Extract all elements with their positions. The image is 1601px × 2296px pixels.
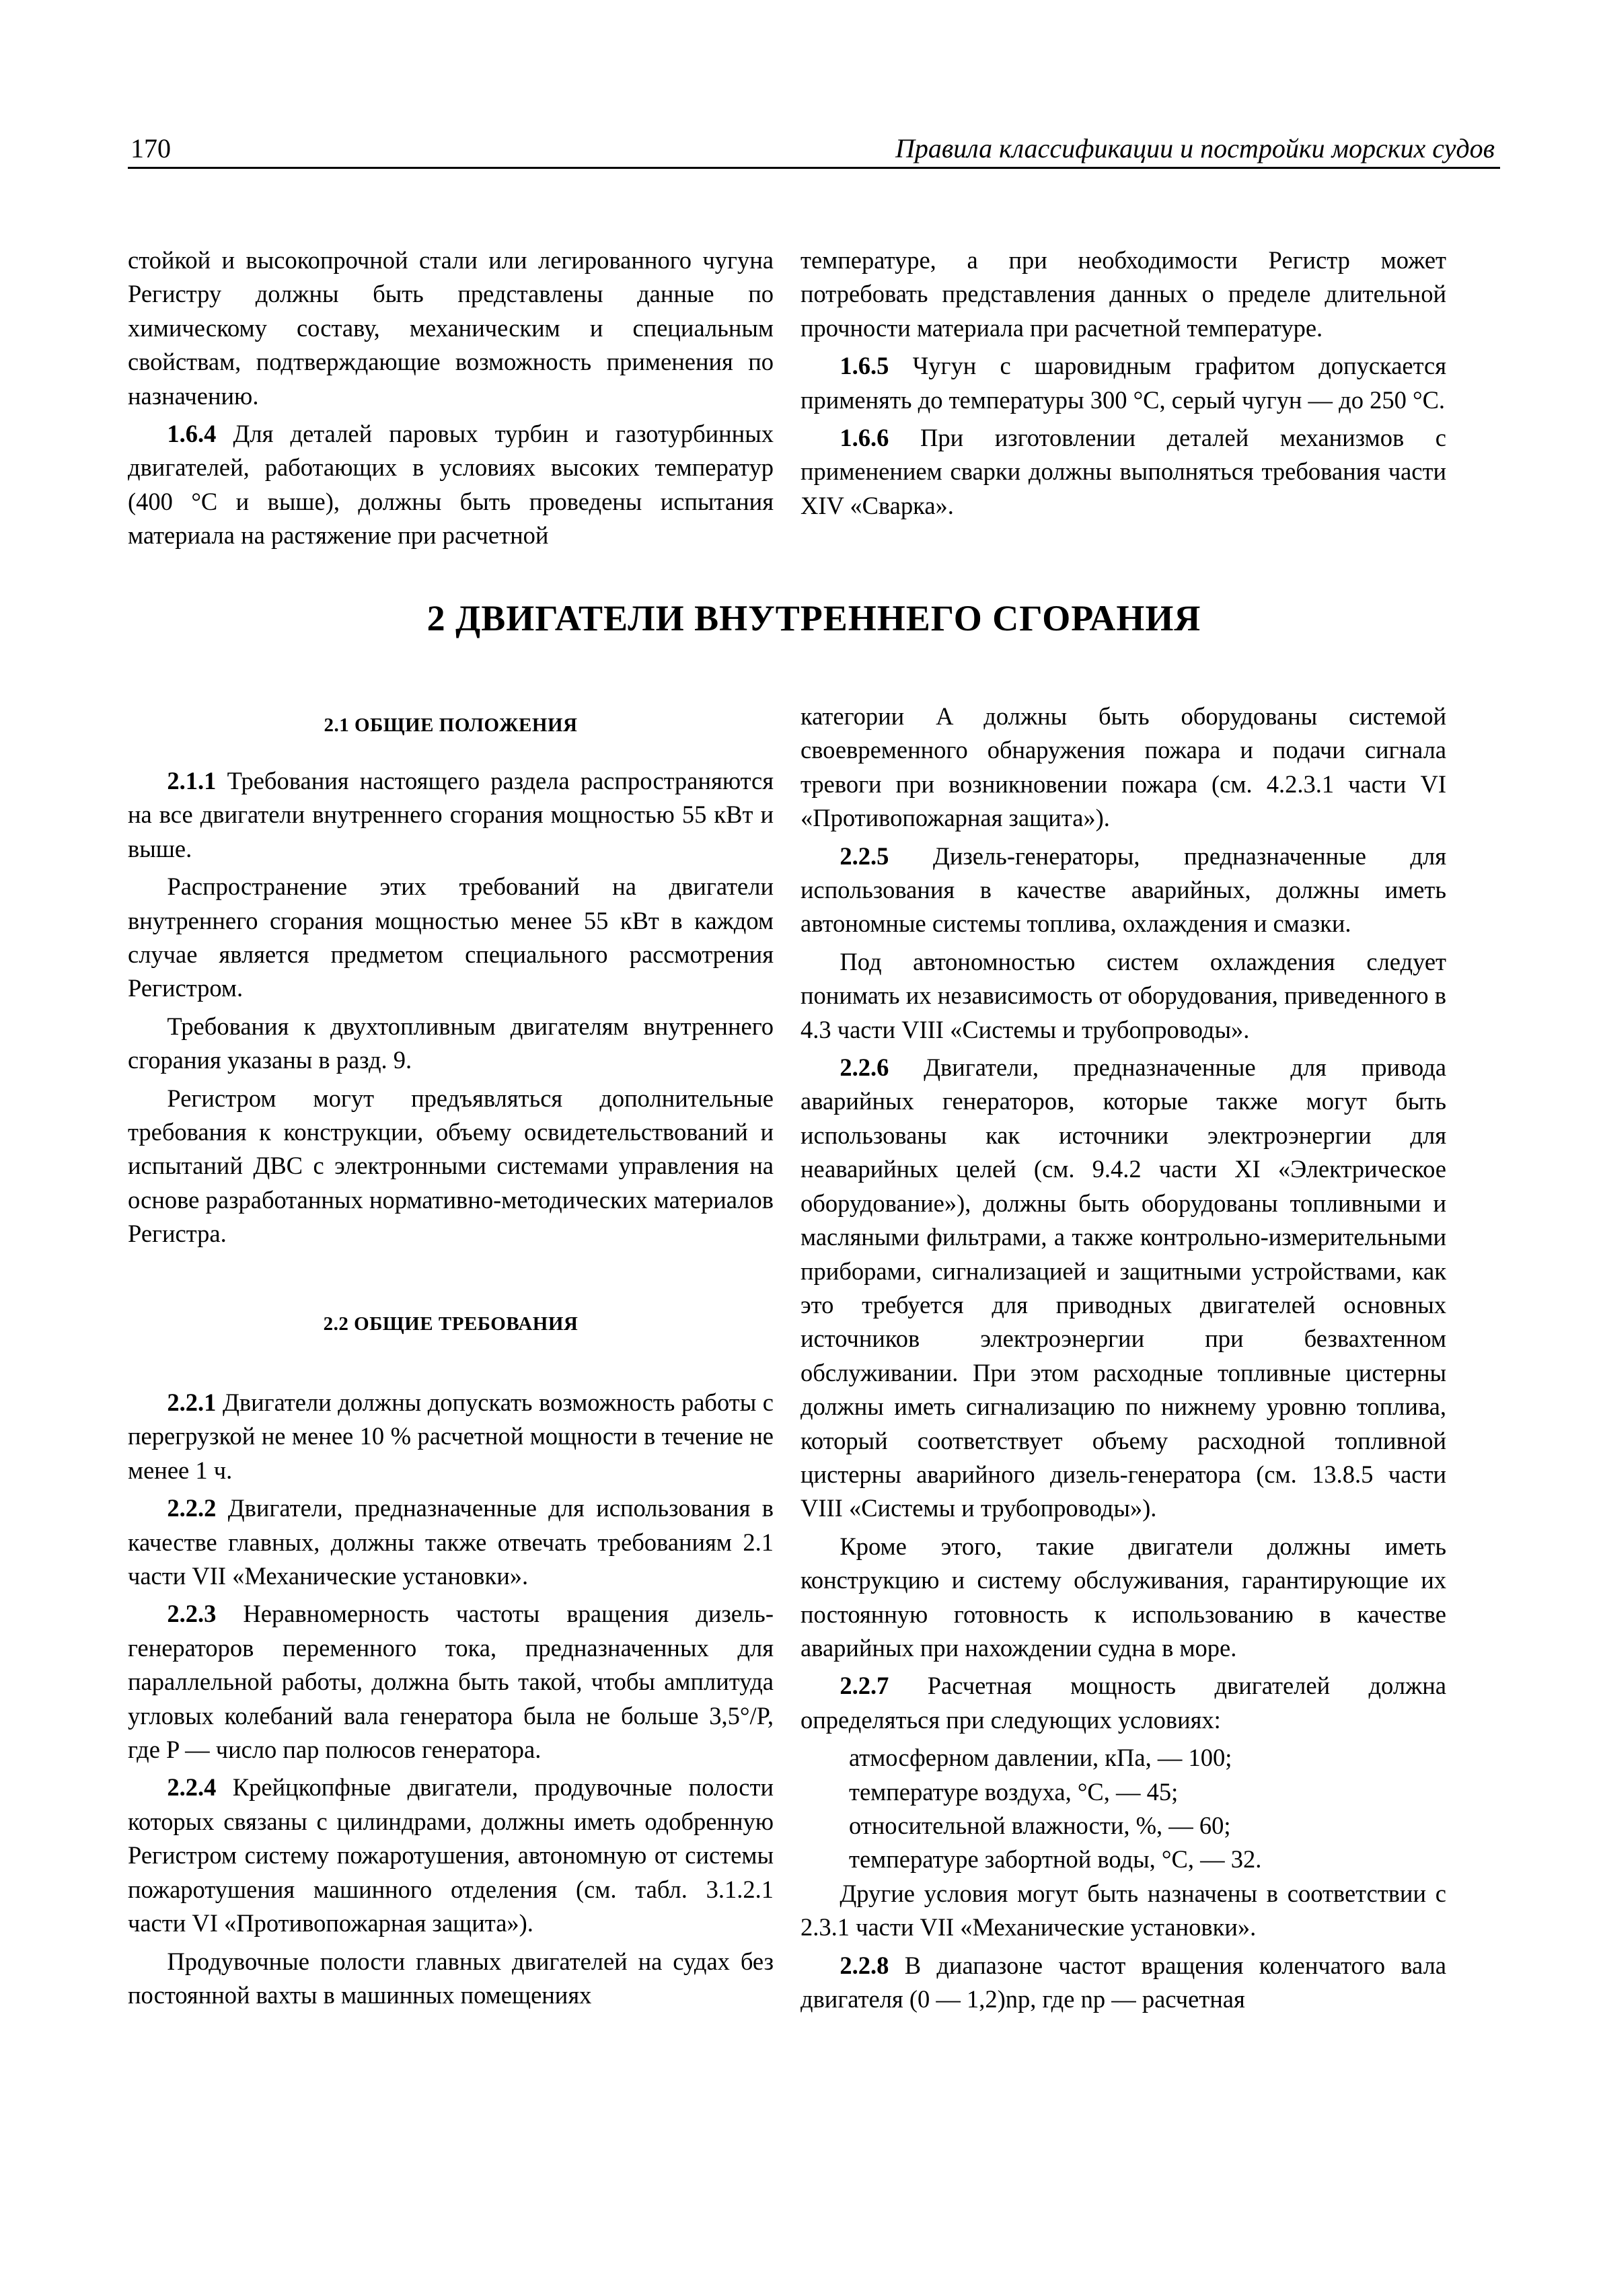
condition-item: температуре воздуха, °С, — 45; [849,1777,1179,1806]
paragraph-2-2-1 [128,1386,774,1487]
clause-text: Крейцкопфные двигатели, продувочные полости которых связаны с цилиндрами, должны иметь одобренную Регистром систему пожаротушения, автономную от системы пожаротушения машинного отделения (см. табл. 3.1.2.1 части VI «Противопожарная защита»). [128,1773,774,1937]
paragraph-2-2-2 [128,1491,774,1593]
clause-number: 2.2.1 [167,1388,217,1416]
paragraph-2-2-6 [801,1051,1446,1526]
clause-number: 1.6.6 [840,424,889,452]
clause-number: 2.2.5 [840,842,889,870]
running-title: Правила классификации и постройки морских судов [895,133,1495,163]
paragraph-1-6-4 [128,417,774,553]
clause-text: При изготовлении деталей механизмов с применением сварки должны выполняться требования части XIV «Сварка». [801,424,1446,519]
clause-number: 2.2.2 [167,1494,217,1522]
paragraph: Кроме этого, такие двигатели должны иметь конструкцию и систему обслуживания, гарантирующие их постоянную готовность к использованию в качестве аварийных при нахождении судна в море. [801,1532,1446,1662]
paragraph: Под автономностью систем охлаждения следует понимать их независимость от оборудования, приведенного в 4.3 части VIII «Системы и трубопроводы». [801,947,1446,1043]
top-left-column [128,244,774,557]
condition-item: относительной влажности, %, — 60; [849,1812,1231,1839]
clause-number: 2.1.1 [167,767,217,794]
clause-number: 2.2.6 [840,1053,889,1082]
clause-text: Двигатели, предназначенные для привода аварийных генераторов, которые также могут быть использованы как источники электроэнергии для неаварийных целей (см. 9.4.2 части XI «Электрическое оборудование»), должны быть оборудованы топливными и масляными фильтрами, а также контрольно-измерительными приборами, сигнализацией и защитными устройствами, как это требуется для приводных двигателей основных источников электроэнергии при безвахтенном обслуживании. При этом расходные топливные цистерны должны иметь сигнализацию по нижнему уровню топлива, который соответствует объему расходной топливной цистерны аварийного дизель-генератора (см. 13.8.5 части VIII «Системы и трубопроводы»). [801,1053,1446,1522]
clause-number: 2.2.8 [840,1951,889,1979]
paragraph: Другие условия могут быть назначены в соответствии с 2.3.1 части VII «Механические установки». [801,1879,1446,1941]
condition-item: атмосферном давлении, кПа, — 100; [849,1744,1232,1772]
clause-text: Требования настоящего раздела распространяются на все двигатели внутреннего сгорания мощностью 55 кВт и выше. [128,767,774,862]
clause-text: В диапазоне частот вращения коленчатого вала двигателя (0 — 1,2)nр, где nр — расчетная [801,1951,1446,2013]
page-header [128,126,1500,169]
paragraph: температуре, а при необходимости Регистр может потребовать представления данных о пределе длительной прочности материала при расчетной температуре. [801,246,1446,342]
section-title-2-1: 2.1 ОБЩИЕ ПОЛОЖЕНИЯ [324,714,578,736]
clause-number: 2.2.7 [840,1672,889,1700]
paragraph: стойкой и высокопрочной стали или легированного чугуна Регистру должны быть представлены данные по химическому составу, механическим и специальным свойствам, подтверждающие возможность применения по назначению. [128,246,774,410]
page-number: 170 [131,133,171,163]
chapter-title: 2 ДВИГАТЕЛИ ВНУТРЕННЕГО СГОРАНИЯ [426,598,1201,638]
condition-item: температуре забортной воды, °С, — 32. [849,1845,1262,1874]
paragraph-2-2-5 [801,840,1446,941]
clause-number: 2.2.4 [167,1773,217,1802]
section-title-2-2: 2.2 ОБЩИЕ ТРЕБОВАНИЯ [323,1313,579,1335]
section-2-2-body [128,1386,774,2016]
paragraph: Продувочные полости главных двигателей на судах без постоянной вахты в машинных помещениях [128,1947,774,2009]
clause-text: Для деталей паровых турбин и газотурбинных двигателей, работающих в условиях высоких температур (400 °С и выше), должны быть проведены испытания материала на растяжение при расчетной [128,420,774,550]
right-column [801,700,1446,2020]
top-right-column [801,244,1446,527]
clause-text: Двигатели должны допускать возможность работы с перегрузкой не менее 10 % расчетной мощности в течение не менее 1 ч. [128,1388,774,1484]
paragraph-2-2-4 [128,1771,774,1940]
section-2-1-body [128,764,774,1255]
clause-text: Неравномерность частоты вращения дизель-генераторов переменного тока, предназначенных для параллельной работы, должна быть такой, чтобы амплитуда угловых колебаний вала генератора была не больше 3,5°/P, где P — число пар полюсов генератора. [128,1600,774,1764]
paragraph: категории A должны быть оборудованы системой своевременного обнаружения пожара и подачи сигнала тревоги при возникновении пожара (см. 4.2.3.1 части VI «Противопожарная защита»). [801,702,1446,832]
paragraph-2-2-7 [801,1669,1446,1737]
paragraph-1-6-6 [801,421,1446,523]
clause-number: 1.6.4 [167,420,217,448]
clause-text: Дизель-генераторы, предназначенные для использования в качестве аварийных, должны иметь автономные системы топлива, охлаждения и смазки. [801,842,1446,938]
clause-text: Чугун с шаровидным графитом допускается применять до температуры 300 °С, серый чугун — до 250 °С. [801,352,1446,414]
paragraph-1-6-5 [801,349,1446,417]
paragraph: Распространение этих требований на двигатели внутреннего сгорания мощностью менее 55 кВт в каждом случае является предметом специального рассмотрения Регистром. [128,873,774,1002]
paragraph: Регистром могут предъявляться дополнительные требования к конструкции, объему освидетельствований и испытаний ДВС с электронными системами управления на основе разработанных нормативно-методических материалов Регистра. [128,1084,774,1248]
paragraph-2-2-3 [128,1597,774,1767]
paragraph-2-2-8 [801,1949,1446,2017]
paragraph: Требования к двухтопливным двигателям внутреннего сгорания указаны в разд. 9. [128,1012,774,1074]
paragraph-2-1-1 [128,764,774,866]
clause-text: Расчетная мощность двигателей должна определяться при следующих условиях: [801,1672,1446,1734]
clause-number: 2.2.3 [167,1600,217,1628]
clause-number: 1.6.5 [840,352,889,380]
clause-text: Двигатели, предназначенные для использования в качестве главных, должны также отвечать требованиям 2.1 части VII «Механические установки». [128,1494,774,1590]
